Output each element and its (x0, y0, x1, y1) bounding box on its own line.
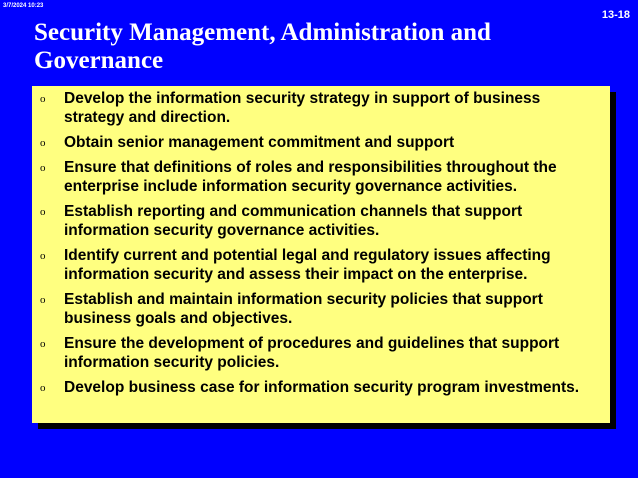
bullet-item (40, 290, 602, 328)
slide-title-line-2: Governance (34, 47, 164, 74)
bullet-marker: o (40, 294, 46, 306)
slide-number: 13-18 (601, 9, 630, 21)
slide-datetime: 3/7/2024 10:23 (3, 3, 44, 9)
bullet-item (40, 334, 602, 372)
bullet-marker: o (40, 162, 46, 174)
bullet-text: Obtain senior management commitment and support (64, 134, 455, 151)
content-panel (32, 86, 610, 423)
bullet-item (40, 378, 602, 397)
bullet-text: Develop business case for information security program investments. (64, 379, 580, 396)
bullet-item (40, 246, 602, 284)
bullet-text: Establish reporting and communication channels that support information security governance activities. (64, 203, 523, 239)
bullet-marker: o (40, 338, 46, 350)
bullet-marker: o (40, 93, 46, 105)
bullet-list (40, 89, 602, 397)
bullet-text: Develop the information security strategy in support of business strategy and direction. (64, 90, 541, 126)
bullet-text: Identify current and potential legal and regulatory issues affecting information security and assess their impact on the enterprise. (64, 247, 551, 283)
bullet-text: Ensure the development of procedures and guidelines that support information security policies. (64, 335, 560, 371)
bullet-marker: o (40, 250, 46, 262)
slide-title (34, 19, 594, 75)
bullet-marker: o (40, 206, 46, 218)
bullet-item (40, 133, 602, 152)
bullet-text: Establish and maintain information security policies that support business goals and objectives. (64, 291, 543, 327)
bullet-item (40, 89, 602, 127)
bullet-marker: o (40, 382, 46, 394)
slide-title-line-1: Security Management, Administration and (34, 19, 491, 46)
bullet-text: Ensure that definitions of roles and responsibilities throughout the enterprise include information security governance activities. (64, 159, 557, 195)
bullet-marker: o (40, 137, 46, 149)
bullet-item (40, 202, 602, 240)
bullet-item (40, 158, 602, 196)
